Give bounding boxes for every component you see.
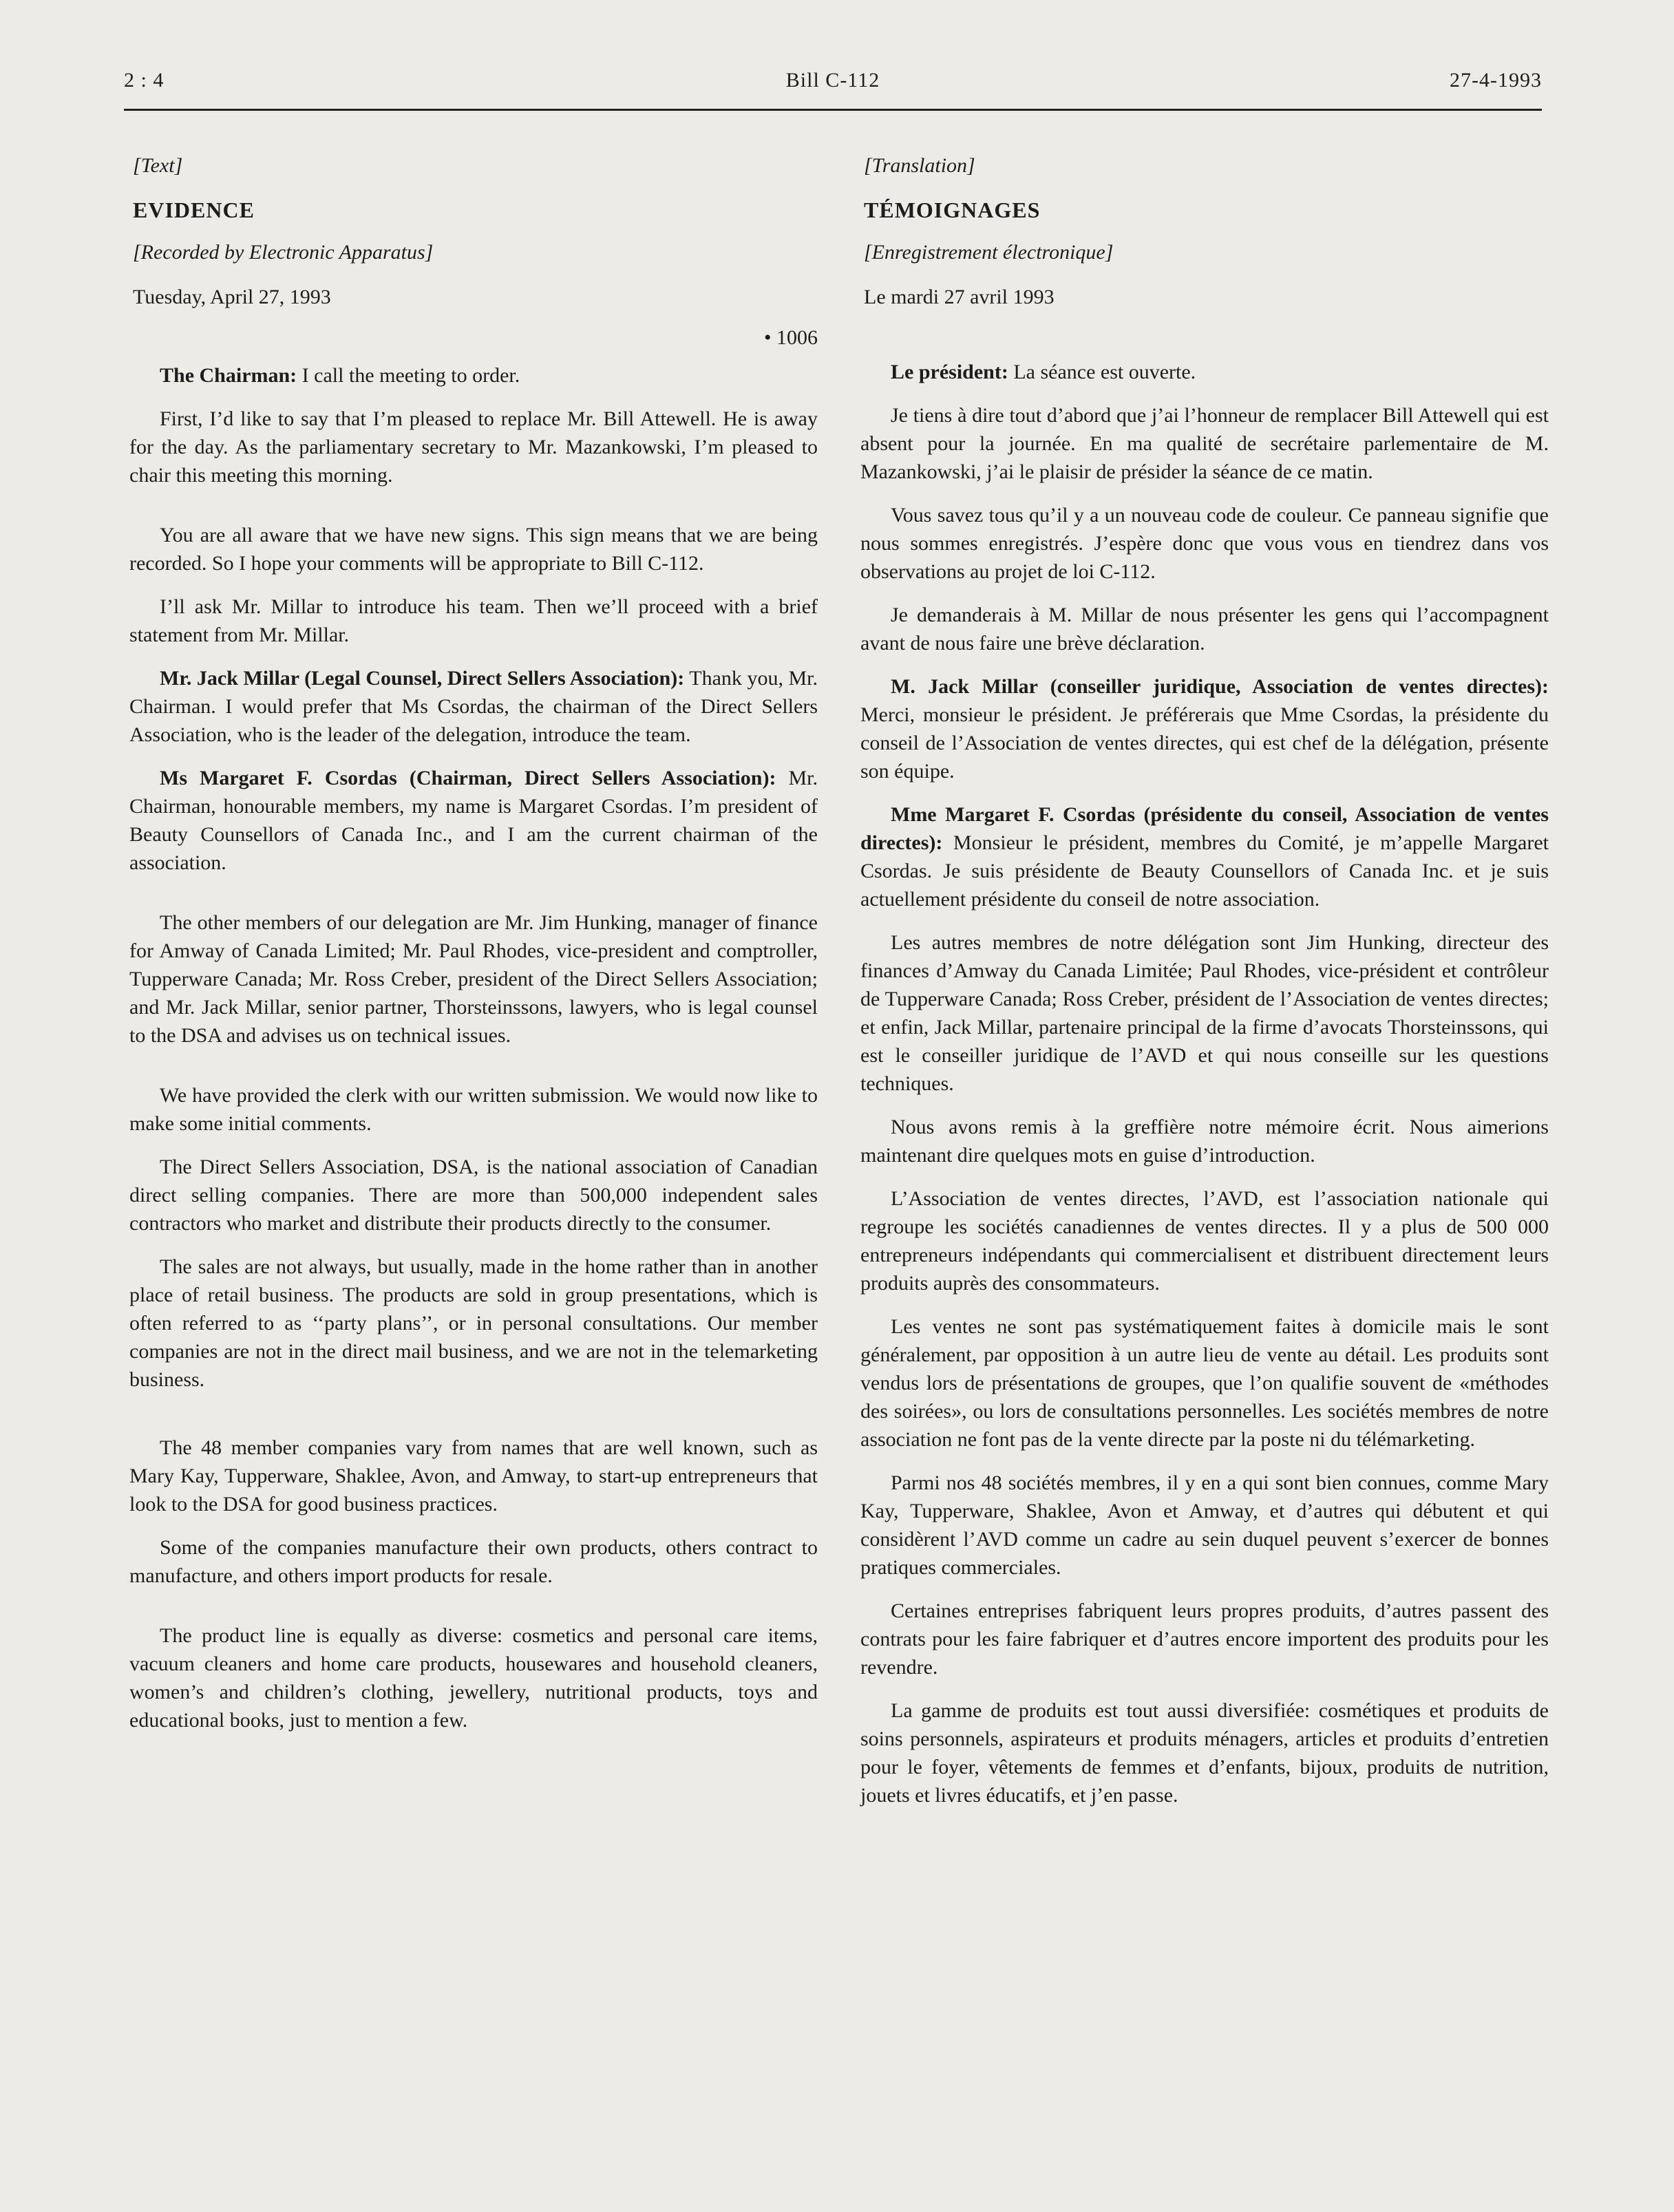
paragraph: The 48 member companies vary from names that are well known, such as Mary Kay, Tupperware, Shaklee, Avon, and Amway, to start-up entrepreneurs that look to the DSA for good business practices. bbox=[129, 1436, 818, 1516]
paragraph: The other members of our delegation are Mr. Jim Hunking, manager of finance for Amway of Canada Limited; Mr. Paul Rhodes, vice-president and comptroller, Tupperware Canada; Mr. Ross Creber, president of the Direct Sellers Association; and Mr. Jack Millar, senior partner, Thorsteinssons, lawyers, who is legal counsel to the DSA and advises us on technical issues. bbox=[129, 911, 818, 1047]
recorded-note: [Enregistrement électronique] bbox=[864, 241, 1114, 264]
bill-title: Bill C-112 bbox=[785, 69, 880, 92]
translation-label: [Translation] bbox=[864, 154, 975, 177]
page-number: 2 : 4 bbox=[124, 69, 165, 92]
paragraph: Les autres membres de notre délégation sont Jim Hunking, directeur des finances d’Amway du Canada Limitée; Paul Rhodes, vice-président et contrôleur de Tupperware Canada; Ross Creber, président de l’Association de ventes directes; et enfin, Jack Millar, partenaire principal de la firme d’avocats Thorsteinssons, qui est le conseiller juridique de l’AVD et qui nous conseille sur les questions techniques. bbox=[860, 931, 1549, 1095]
paragraph: The Chairman: I call the meeting to order. bbox=[160, 364, 520, 387]
header-rule bbox=[124, 109, 1542, 111]
paragraph: Les ventes ne sont pas systématiquement faites à domicile mais le sont généralement, par opposition à un autre lieu de vente au détail. Les produits sont vendus lors de présentations de groupes, que l’on qualifie souvent de «méthodes des soirées», ou lors de consultations personnelles. Les sociétés membres de notre association ne font pas de la vente directe par la poste ni du télémarketing. bbox=[860, 1315, 1549, 1451]
section-heading: EVIDENCE bbox=[133, 198, 255, 222]
paragraph: Nous avons remis à la greffière notre mémoire écrit. Nous aimerions maintenant dire quelques mots en guise d’introduction. bbox=[860, 1116, 1549, 1167]
paragraph: The Direct Sellers Association, DSA, is the national association of Canadian direct selling companies. There are more than 500,000 independent sales contractors who market and distribute their products directly to the consumer. bbox=[129, 1156, 818, 1235]
page-header bbox=[124, 69, 1542, 110]
paragraph: Some of the companies manufacture their own products, others contract to manufacture, and others import products for resale. bbox=[129, 1536, 818, 1587]
meeting-date: Le mardi 27 avril 1993 bbox=[864, 286, 1055, 308]
speaker: M. Jack Millar (conseiller juridique, Association de ventes directes): bbox=[891, 675, 1549, 698]
paragraph: We have provided the clerk with our written submission. We would now like to make some initial comments. bbox=[129, 1084, 818, 1135]
paragraph: Le président: La séance est ouverte. bbox=[891, 361, 1196, 383]
paragraph: The product line is equally as diverse: cosmetics and personal care items, vacuum cleaners and home care products, housewares and household cleaners, women’s and children’s clothing, jewellery, nutritional products, toys and educational books, just to mention a few. bbox=[129, 1624, 818, 1732]
speaker: Le président: bbox=[891, 361, 1008, 383]
french-column bbox=[860, 151, 1549, 1825]
paragraph: The sales are not always, but usually, made in the home rather than in another place of retail business. The products are sold in group presentations, which is often referred to as ‘‘party plans’’, or in personal consultations. Our member companies are not in the direct mail business, and we are not in the telemarketing business. bbox=[129, 1255, 818, 1391]
paragraph: Mme Margaret F. Csordas (présidente du conseil, Association de ventes directes): Monsieur le président, membres du Comité, je m’appelle Margaret Csordas. Je suis présidente de Beauty Counsellors of Canada Inc. et je suis actuellement présidente du conseil de notre association. bbox=[860, 803, 1549, 911]
speaker: The Chairman: bbox=[160, 364, 297, 387]
meeting-date: Tuesday, April 27, 1993 bbox=[133, 286, 331, 308]
paragraph: Je demanderais à M. Millar de nous présenter les gens qui l’accompagnent avant de nous faire une brève déclaration. bbox=[860, 604, 1549, 655]
paragraph: La gamme de produits est tout aussi diversifiée: cosmétiques et produits de soins personnels, aspirateurs et produits ménagers, articles et produits d’entretien pour le foyer, vêtements de femmes et d’enfants, bijoux, produits de nutrition, jouets et livres éducatifs, et j’en passe. bbox=[860, 1699, 1549, 1807]
section-heading: TÉMOIGNAGES bbox=[864, 198, 1041, 222]
paragraph: Certaines entreprises fabriquent leurs propres produits, d’autres passent des contrats pour les faire fabriquer et d’autres encore importent des produits pour les revendre. bbox=[860, 1599, 1549, 1679]
paragraph: Parmi nos 48 sociétés membres, il y en a qui sont bien connues, comme Mary Kay, Tupperware, Shaklee, Avon et Amway, et d’autres qui débutent et qui considèrent l’AVD comme un cadre au sein duquel peuvent s’exercer de bonnes pratiques commerciales. bbox=[860, 1471, 1549, 1579]
header-date: 27-4-1993 bbox=[1450, 69, 1542, 92]
paragraph: M. Jack Millar (conseiller juridique, Association de ventes directes): Merci, monsieur le président. Je préférerais que Mme Csordas, la présidente du conseil de l’Association de ventes directes, qui est chef de la délégation, présente son équipe. bbox=[860, 675, 1549, 783]
speaker: Mr. Jack Millar (Legal Counsel, Direct Sellers Association): bbox=[160, 667, 685, 690]
paragraph: First, I’d like to say that I’m pleased to replace Mr. Bill Attewell. He is away for the day. As the parliamentary secretary to Mr. Mazankowski, I’m pleased to chair this meeting this morning. bbox=[129, 407, 818, 487]
paragraph: I’ll ask Mr. Millar to introduce his team. Then we’ll proceed with a brief statement from Mr. Millar. bbox=[129, 595, 818, 646]
paragraph: Vous savez tous qu’il y a un nouveau code de couleur. Ce panneau signifie que nous sommes enregistrés. J’espère donc que vous vous en tiendrez dans vos observations au projet de loi C-112. bbox=[860, 504, 1549, 583]
paragraph: L’Association de ventes directes, l’AVD, est l’association nationale qui regroupe les sociétés canadiennes de ventes directes. Il y a plus de 500 000 entrepreneurs indépendants qui commercialisent et distribuent directement leurs produits auprès des consommateurs. bbox=[860, 1187, 1549, 1295]
text-label: [Text] bbox=[133, 154, 183, 177]
paragraph: Je tiens à dire tout d’abord que j’ai l’honneur de remplacer Bill Attewell qui est absent pour la journée. En ma qualité de secrétaire parlementaire de M. Mazankowski, j’ai le plaisir de présider la séance de ce matin. bbox=[860, 404, 1549, 483]
time-marker: • 1006 bbox=[763, 326, 818, 349]
paragraph: Ms Margaret F. Csordas (Chairman, Direct Sellers Association): Mr. Chairman, honourable members, my name is Margaret Csordas. I’m president of Beauty Counsellors of Canada Inc., and I am the current chairman of the association. bbox=[129, 767, 818, 874]
paragraph: You are all aware that we have new signs. This sign means that we are being recorded. So I hope your comments will be appropriate to Bill C-112. bbox=[129, 524, 818, 575]
speaker: Mme Margaret F. Csordas (présidente du conseil, Association de ventes directes): bbox=[860, 803, 1549, 854]
recorded-note: [Recorded by Electronic Apparatus] bbox=[133, 241, 434, 264]
english-column bbox=[129, 151, 818, 1750]
speaker: Ms Margaret F. Csordas (Chairman, Direct Sellers Association): bbox=[160, 767, 776, 789]
paragraph: Mr. Jack Millar (Legal Counsel, Direct Sellers Association): Thank you, Mr. Chairman. I would prefer that Ms Csordas, the chairman of the Direct Sellers Association, who is the leader of the delegation, introduce the team. bbox=[129, 667, 818, 746]
